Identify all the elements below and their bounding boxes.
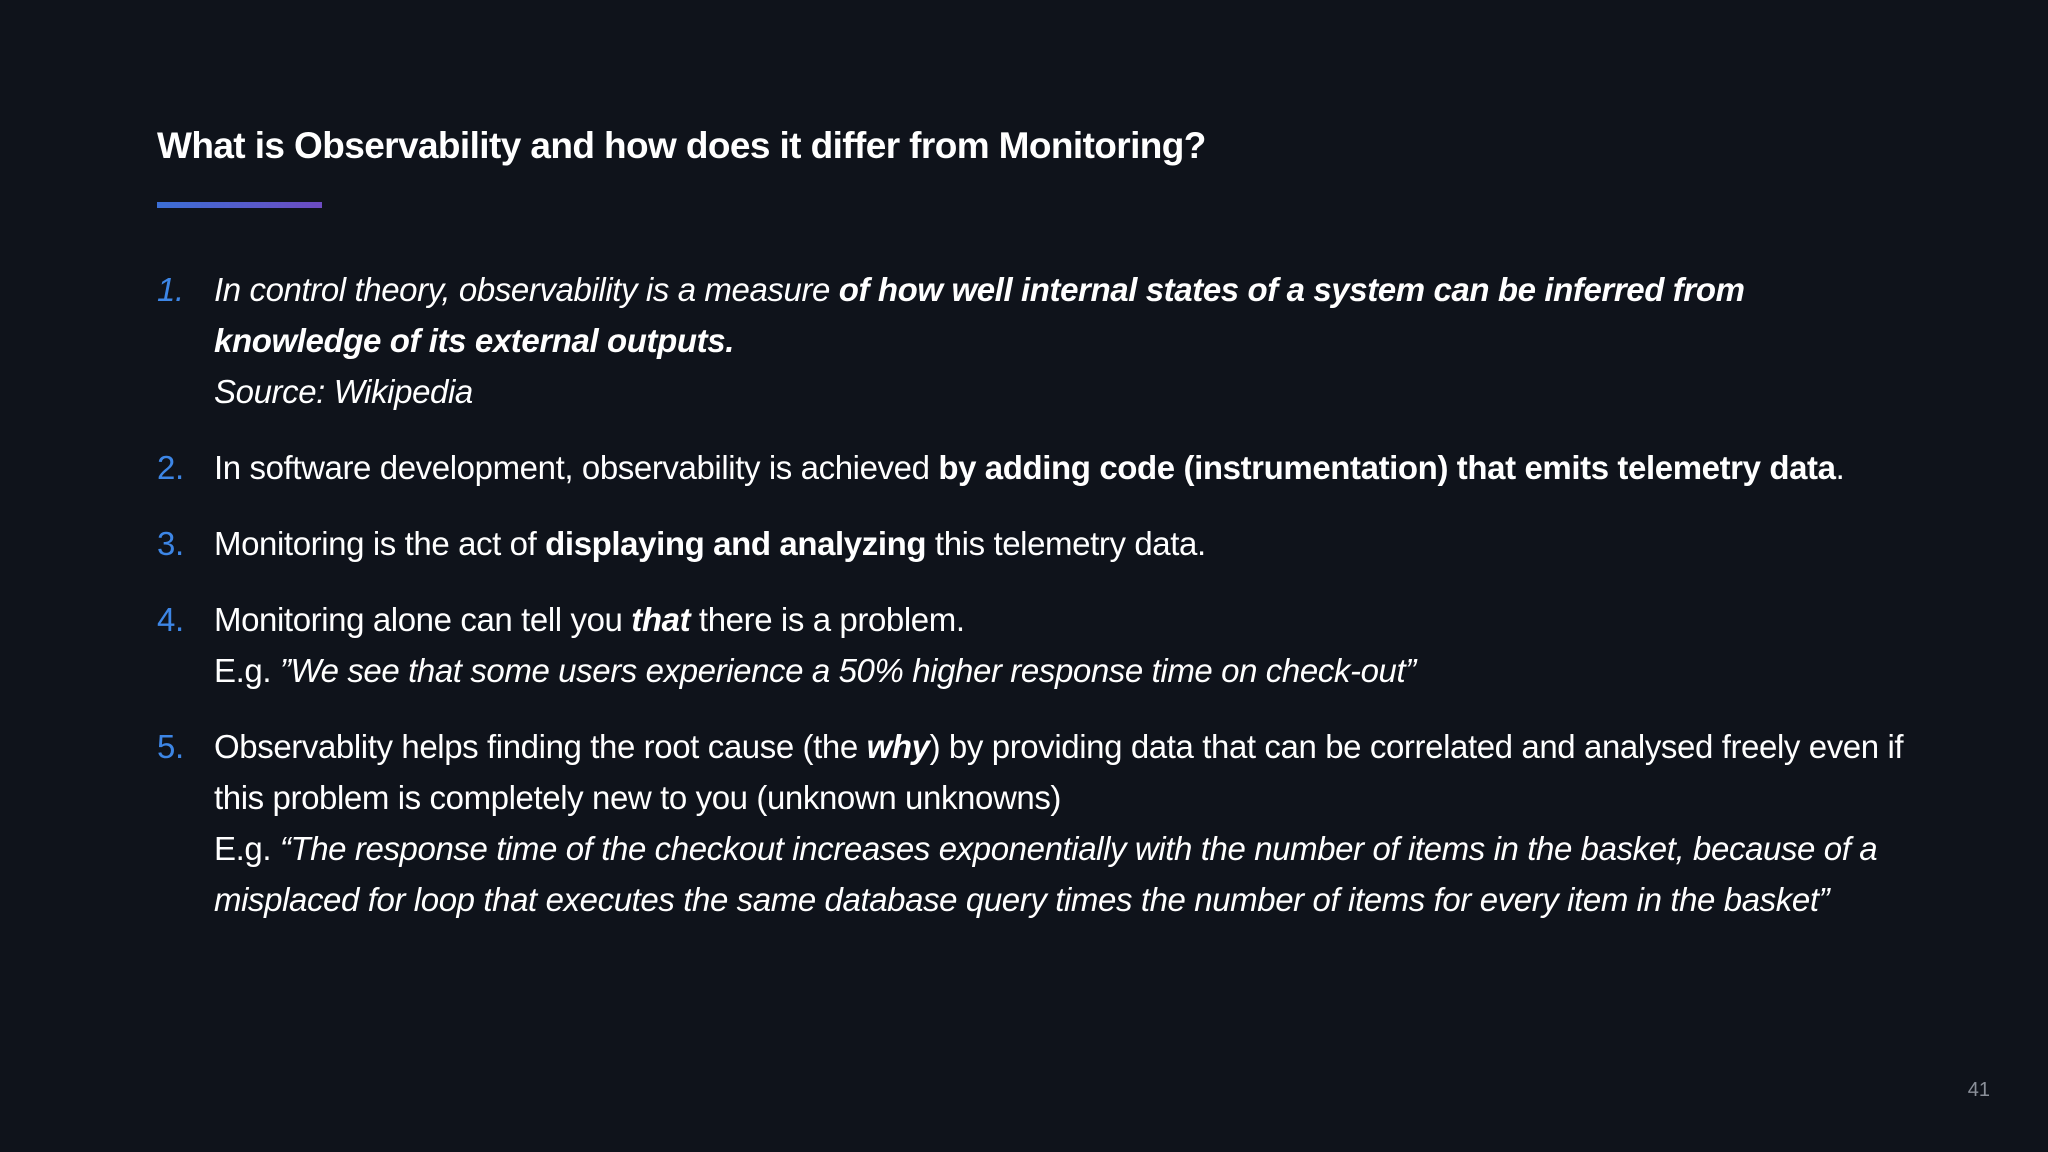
list-number: 1. xyxy=(157,271,184,308)
item-text-end: this telemetry data. xyxy=(926,525,1206,562)
item-emphasis: of how well internal states of a system can be inferred from knowledge of its external outputs. xyxy=(214,271,1745,359)
item-emphasis: why xyxy=(866,728,930,765)
item-text: In software development, observability is achieved xyxy=(214,449,939,486)
item-text: In control theory, observability is a measure xyxy=(214,271,839,308)
bullet-list xyxy=(157,264,1917,950)
item-emphasis: that xyxy=(631,601,691,638)
list-item-5 xyxy=(157,721,1917,925)
example-prefix: E.g. xyxy=(214,830,280,867)
item-text: Observablity helps finding the root cause (the xyxy=(214,728,867,765)
item-source: Source: Wikipedia xyxy=(214,373,473,410)
slide-title: What is Observability and how does it differ from Monitoring? xyxy=(157,125,1206,166)
list-number: 2. xyxy=(157,449,184,486)
list-item-1 xyxy=(157,264,1917,417)
item-text: Monitoring alone can tell you xyxy=(214,601,632,638)
list-item-2 xyxy=(157,442,1917,493)
example-line xyxy=(214,645,1917,696)
list-item-3 xyxy=(157,518,1917,569)
item-emphasis: by adding code (instrumentation) that emits telemetry data xyxy=(938,449,1836,486)
page-number: 41 xyxy=(1967,1079,1990,1101)
list-number: 3. xyxy=(157,525,184,562)
item-emphasis: displaying and analyzing xyxy=(545,525,927,562)
example-quote: “The response time of the checkout increases exponentially with the number of items in the basket, because of a misplaced for loop that executes the same database query times the number of items for every item in the basket” xyxy=(214,830,1878,918)
item-text: Monitoring is the act of xyxy=(214,525,546,562)
item-text-end: ) by providing data that can be correlated and analysed freely even if this problem is completely new to you (unknown unknowns) xyxy=(214,728,1904,816)
list-number: 4. xyxy=(157,601,184,638)
item-text-end: there is a problem. xyxy=(690,601,965,638)
example-quote: ”We see that some users experience a 50% higher response time on check-out” xyxy=(279,652,1416,689)
example-line xyxy=(214,823,1917,925)
item-text-end: . xyxy=(1835,449,1845,486)
list-number: 5. xyxy=(157,728,184,765)
example-prefix: E.g. xyxy=(214,652,280,689)
title-underline xyxy=(157,202,322,208)
list-item-4 xyxy=(157,594,1917,696)
